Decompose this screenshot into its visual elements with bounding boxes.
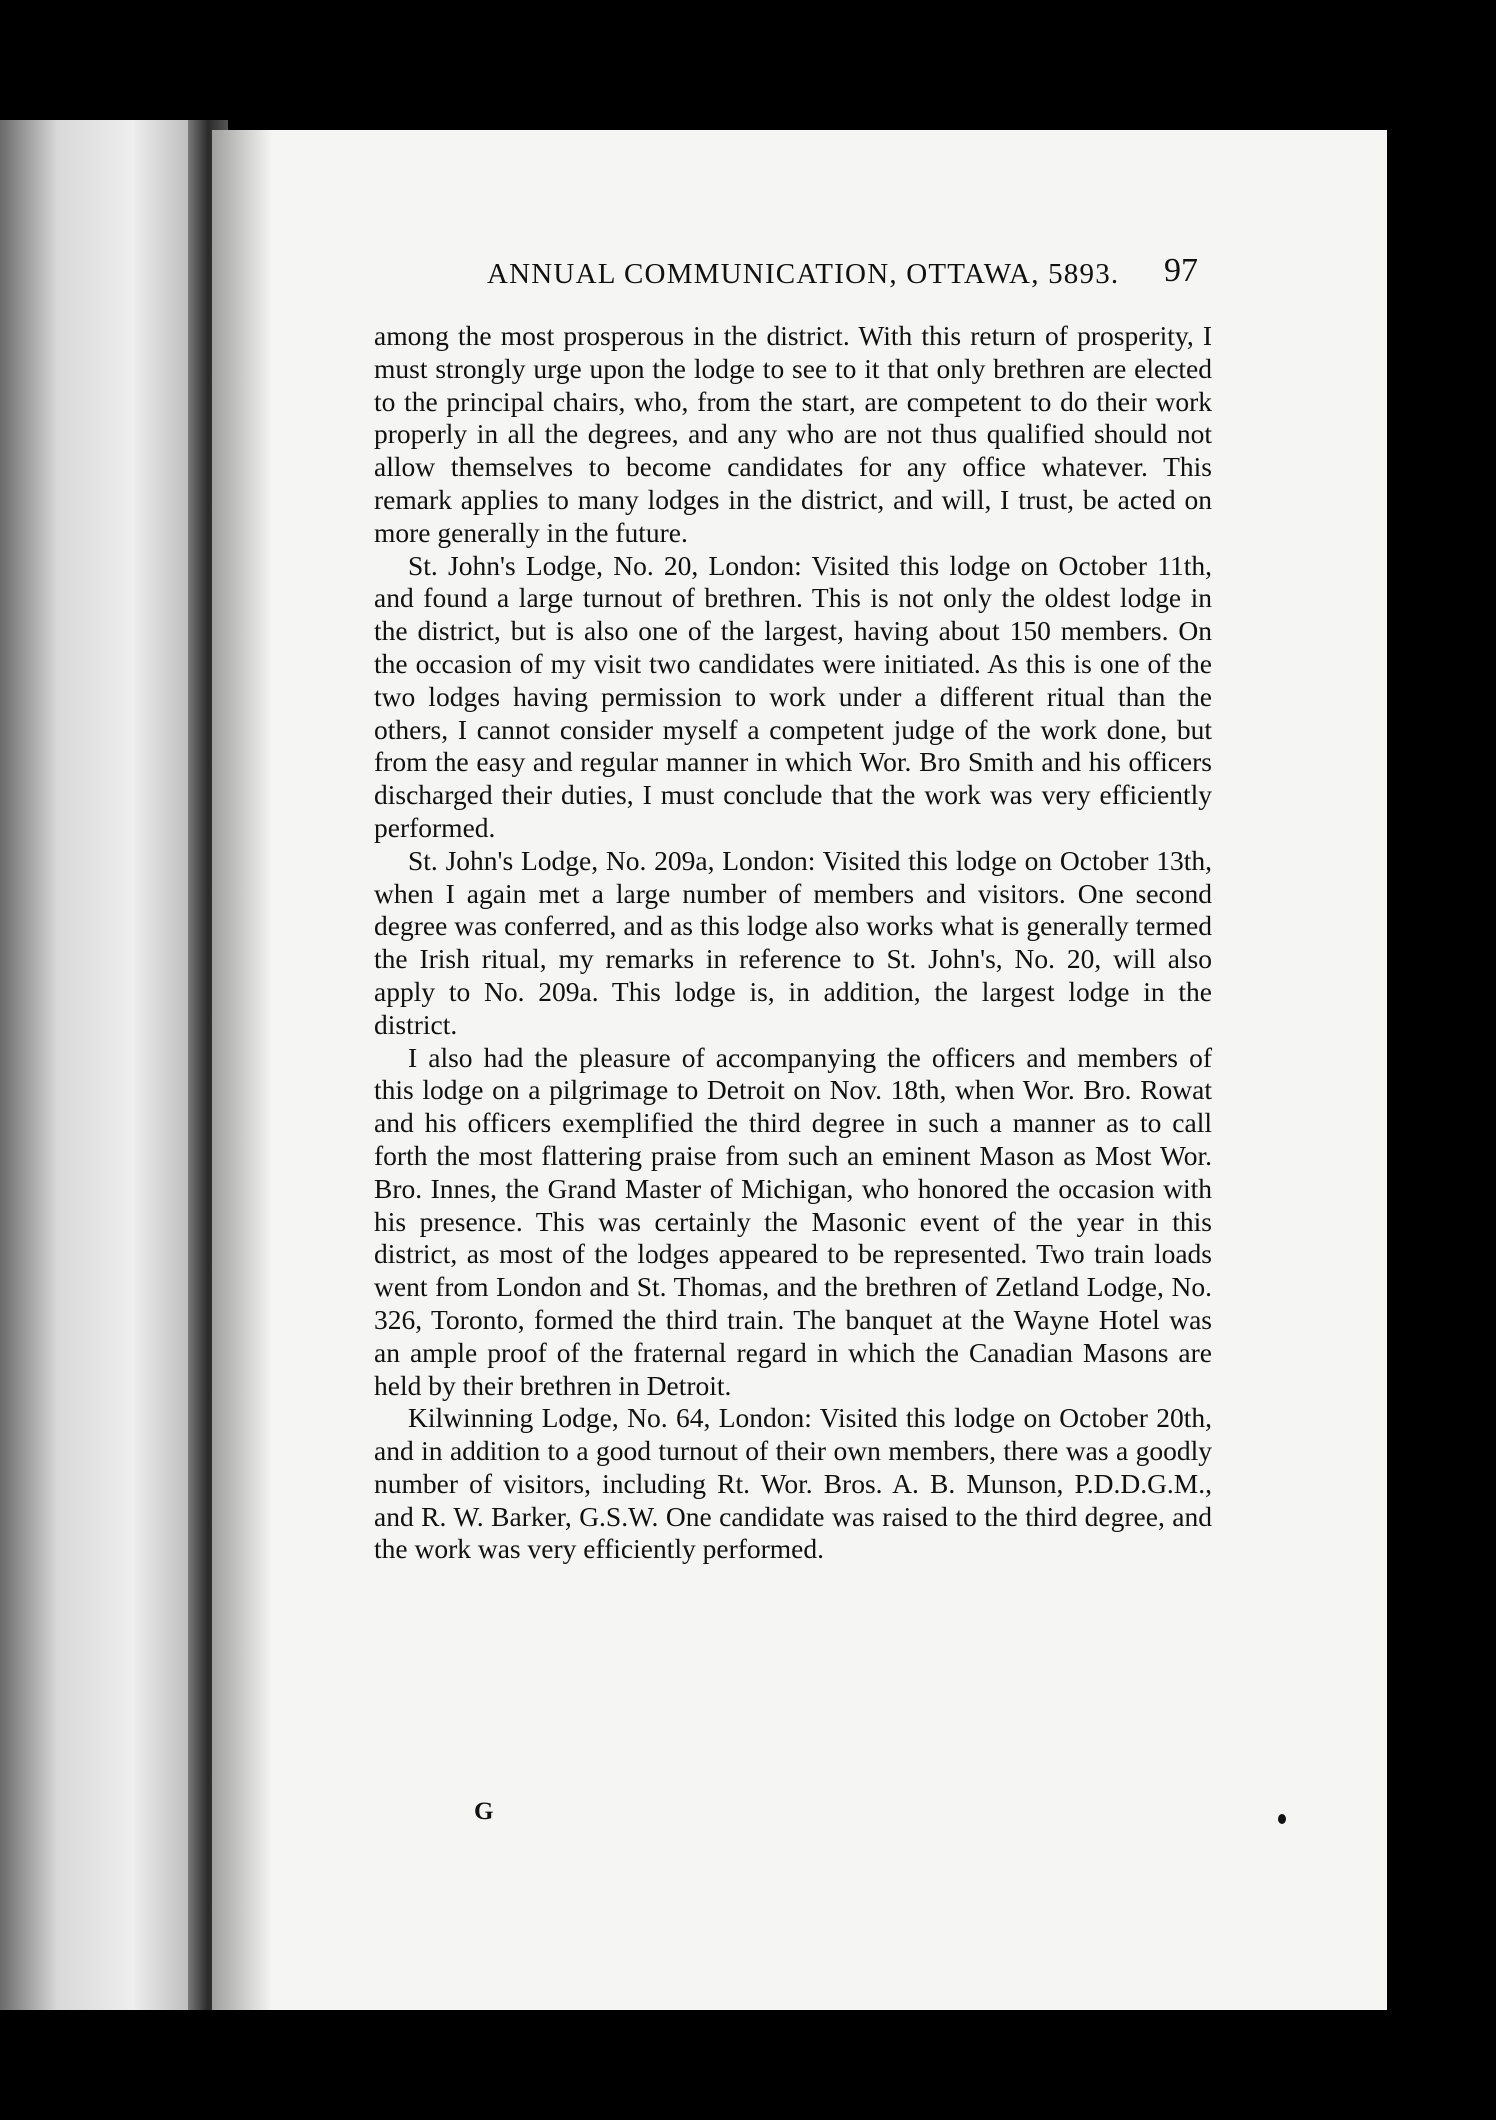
book-page <box>212 130 1387 2010</box>
page-header <box>212 252 1387 298</box>
body-text <box>374 320 1212 1566</box>
signature-mark: G <box>474 1798 494 1825</box>
running-title: ANNUAL COMMUNICATION, OTTAWA, 5893. <box>487 258 1120 290</box>
paragraph: among the most prosperous in the district. With this return of prosperity, I must strongly urge upon the lodge to see to it that only brethren are elected to the principal chairs, who, from the start, are competent to do their work properly in all the degrees, and any who are not thus qualified should not allow themselves to become candidates for any office whatever. This remark applies to many lodges in the district, and will, I trust, be acted on more generally in the future. <box>374 320 1212 548</box>
facing-page-edge <box>0 120 190 2010</box>
page-number: 97 <box>1164 252 1198 289</box>
paragraph: St. John's Lodge, No. 20, London: Visited this lodge on October 11th, and found a large turnout of brethren. This is not only the oldest lodge in the district, but is also one of the largest, having about 150 members. On the occasion of my visit two candidates were initiated. As this is one of the two lodges having permission to work under a different ritual than the others, I cannot consider myself a competent judge of the work done, but from the easy and regular manner in which Wor. Bro Smith and his officers discharged their duties, I must conclude that the work was very efficiently performed. <box>374 549 1212 843</box>
paragraph: St. John's Lodge, No. 209a, London: Visited this lodge on October 13th, when I again met a large number of members and visitors. One second degree was conferred, and as this lodge also works what is generally termed the Irish ritual, my remarks in reference to St. John's, No. 20, will also apply to No. 209a. This lodge is, in addition, the largest lodge in the district. <box>374 844 1212 1040</box>
ink-dot <box>1278 1814 1286 1824</box>
paragraph: Kilwinning Lodge, No. 64, London: Visited this lodge on October 20th, and in addition to a good turnout of their own members, there was a goodly number of visitors, including Rt. Wor. Bros. A. B. Munson, P.D.D.G.M., and R. W. Barker, G.S.W. One candidate was raised to the third degree, and the work was very efficiently performed. <box>374 1402 1212 1565</box>
paragraph: I also had the pleasure of accompanying the officers and members of this lodge on a pilgrimage to Detroit on Nov. 18th, when Wor. Bro. Rowat and his officers exemplified the third degree in such a manner as to call forth the most flattering praise from such an eminent Mason as Most Wor. Bro. Innes, the Grand Master of Michigan, who honored the occasion with his presence. This was certainly the Masonic event of the year in this district, as most of the lodges appeared to be represented. Two train loads went from London and St. Thomas, and the brethren of Zetland Lodge, No. 326, Toronto, formed the third train. The banquet at the Wayne Hotel was an ample proof of the fraternal regard in which the Canadian Masons are held by their brethren in Detroit. <box>374 1041 1212 1401</box>
